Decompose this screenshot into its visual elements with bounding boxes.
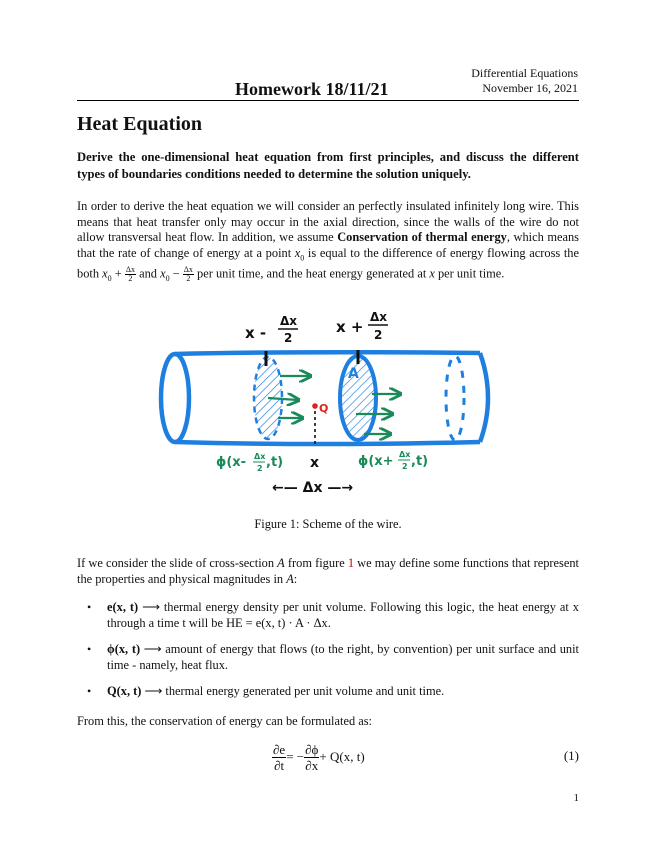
- svg-text:Δx: Δx: [399, 450, 411, 459]
- wire-right-dashed: [446, 356, 464, 440]
- label-x: x: [310, 455, 320, 471]
- header-rule: [77, 100, 579, 101]
- fraction: $\frac{\Delta x}{2}$: [125, 264, 135, 283]
- intro-paragraph: In order to derive the heat equation we will consider an perfectly insulated infinitely long wire. This means that heat transfer only may occur in the axial direction, since the walls of the wire do not allow transversal heat flow. In addition, we assume Conservation of thermal energy, which means that the rate of change of energy at a point $x_0$ is equal to the difference of energy flowing across the both $x_0$ + $\frac{\Delta x}{2}$ and $x_0$ − $\frac{\Delta x}{2}$ per unit time, and the heat energy generated at x per unit time.: [77, 199, 579, 283]
- label-frac-num: Δx: [280, 314, 298, 328]
- paragraph-3: From this, the conservation of energy can be formulated as:: [77, 714, 372, 728]
- label-Q: Q: [319, 402, 329, 415]
- equation-number: (1): [563, 748, 579, 763]
- wire-top-edge: [175, 352, 480, 354]
- label-frac-den: 2: [284, 331, 293, 345]
- list-item: • ϕ(x, t) ⟶ amount of energy that flows (to the right, by convention) per unit surface and unit time - namely, heat flux.: [87, 642, 579, 672]
- figure-caption: Figure 1: Scheme of the wire.: [254, 517, 402, 531]
- course-name: Differential Equations: [471, 66, 578, 80]
- wire-figure: [150, 308, 510, 508]
- list-item: • Q(x, t) ⟶ thermal energy generated per unit volume and unit time.: [87, 684, 445, 698]
- q-point: [312, 403, 318, 409]
- label-dx: ←— Δx —→: [272, 480, 354, 496]
- label-A: A: [348, 366, 359, 382]
- label-phi-left: ϕ(x-: [216, 455, 247, 470]
- label-frac-num: Δx: [370, 310, 388, 324]
- wire-bottom-edge: [175, 442, 480, 444]
- page-number: 1: [573, 792, 579, 804]
- bold-term: Conservation of thermal energy: [337, 230, 507, 245]
- equation-1: $\frac{\partial e}{\partial t}$ = − $\frac{\partial\phi}{\partial x}$ + Q(x, t) (1): [273, 741, 579, 773]
- paragraph-2: If we consider the slide of cross-section A from figure 1 we may define some functions that represent the properties and physical magnitudes in A:: [77, 556, 579, 586]
- header-date: November 16, 2021: [482, 81, 578, 95]
- figure-ref-link[interactable]: 1: [347, 556, 355, 570]
- list-item: • e(x, t) ⟶ thermal energy density per unit volume. Following this logic, the heat energy at x through a time t will be HE = e(x, t) · A · Δx.: [87, 600, 579, 630]
- label-x-minus: x -: [245, 324, 267, 342]
- fraction: $\frac{\Delta x}{2}$: [183, 264, 193, 283]
- section-title: Heat Equation: [77, 113, 203, 135]
- header-right: [471, 66, 578, 96]
- svg-text:2: 2: [402, 462, 408, 471]
- label-phi-left-end: ,t): [266, 455, 284, 470]
- wire-left-end: [161, 354, 189, 442]
- wire-right-end: [480, 353, 488, 442]
- label-frac-den: 2: [374, 328, 383, 342]
- question-text: Derive the one-dimensional heat equation from first principles, and discuss the different types of boundaries conditions needed to determine the solution uniquely.: [77, 150, 579, 181]
- page-title: Homework 18/11/21: [235, 79, 389, 99]
- svg-text:2: 2: [257, 464, 263, 473]
- label-phi-right-end: ,t): [411, 454, 429, 469]
- svg-text:Δx: Δx: [254, 452, 266, 461]
- label-phi-right: ϕ(x+: [358, 454, 394, 469]
- label-x-plus: x +: [336, 318, 364, 336]
